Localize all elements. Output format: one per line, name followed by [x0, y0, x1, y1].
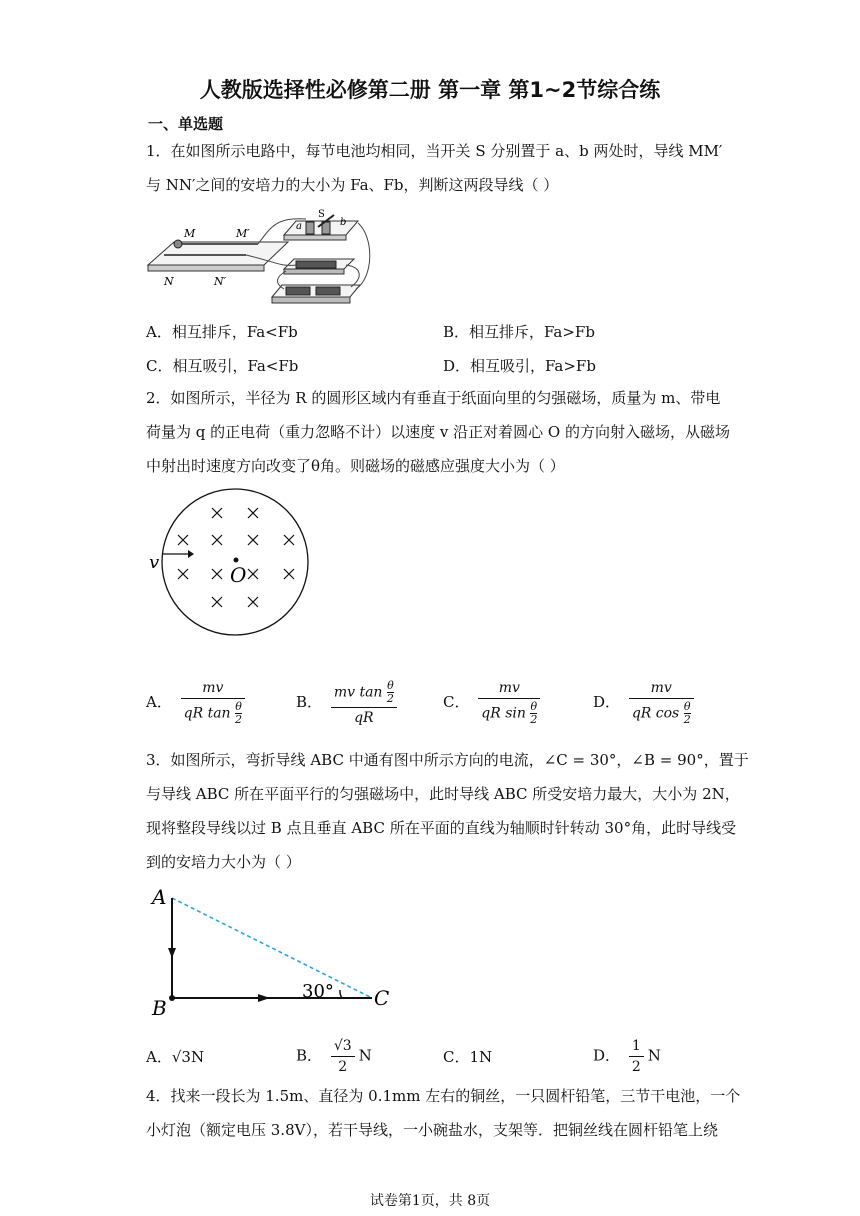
q2-option-c[interactable]: C． mv qR sin $\frac{\theta}{2}$ — [443, 680, 544, 726]
page-footer: 试卷第1页，共 8页 — [369, 1193, 491, 1209]
label-M: M — [184, 227, 196, 240]
q3-stem-line3: 现将整段导线以过 B 点且垂直 ABC 所在平面的直线为轴顺时针转动 30°角，此时导线受 — [146, 819, 737, 837]
label-O: O — [230, 563, 247, 587]
q3-stem-line2: 与导线 ABC 所在平面平行的匀强磁场中，此时导线 ABC 所受安培力最大，大小为 2N， — [146, 785, 740, 803]
label-S: S — [318, 209, 325, 220]
label-v: v — [149, 552, 160, 573]
q4-stem-line2: 小灯泡（额定电压 3.8V），若干导线，一小碗盐水，支架等．把铜丝线在圆杆铅笔上绕 — [146, 1121, 718, 1139]
label-N: N — [164, 275, 174, 288]
q1-stem-line2: 与 NN′之间的安培力的大小为 Fa、Fb，判断这两段导线（ ） — [146, 176, 559, 194]
q2-stem-line3: 中射出时速度方向改变了θ角。则磁场的磁感应强度大小为（ ） — [146, 457, 565, 475]
label-C: C — [374, 986, 390, 1010]
label-angle: 30° — [302, 981, 334, 1002]
q1-option-a[interactable]: A．相互排斥，Fa<Fb — [146, 323, 298, 341]
label-a: a — [296, 221, 302, 232]
field-into-page-mark — [248, 508, 258, 518]
field-into-page-mark — [212, 597, 222, 607]
q4-stem-line1: 4．找来一段长为 1.5m、直径为 0.1mm 左右的铜丝，一只圆杆铅笔，三节干电池，一个 — [146, 1087, 741, 1105]
q2-option-a[interactable]: A． mv qR tan $\frac{\theta}{2}$ — [146, 680, 249, 726]
field-into-page-mark — [248, 569, 258, 579]
q2-stem-line2: 荷量为 q 的正电荷（重力忽略不计）以速度 v 沿正对着圆心 O 的方向射入磁场，从磁场 — [146, 423, 730, 441]
field-into-page-mark — [212, 569, 222, 579]
field-into-page-mark — [212, 508, 222, 518]
label-N-prime: N′ — [214, 275, 227, 288]
q3-stem-line1: 3．如图所示，弯折导线 ABC 中通有图中所示方向的电流，∠C = 30°，∠B = 90°，置于 — [146, 751, 749, 769]
field-into-page-mark — [248, 535, 258, 545]
q3-stem-line4: 到的安培力大小为（ ） — [146, 853, 301, 871]
q1-option-b[interactable]: B．相互排斥，Fa>Fb — [443, 323, 595, 341]
q3-wire-figure — [146, 884, 406, 1024]
q2-option-b[interactable]: B． mv tan $\frac{\theta}{2}$ qR — [296, 680, 401, 726]
page-title: 人教版选择性必修第二册 第一章 第1~2节综合练 — [199, 78, 661, 102]
field-into-page-mark — [178, 569, 188, 579]
label-A: A — [152, 885, 167, 909]
field-into-page-mark — [284, 535, 294, 545]
field-into-page-mark — [212, 535, 222, 545]
label-b: b — [340, 217, 347, 228]
q2-stem-line1: 2．如图所示，半径为 R 的圆形区域内有垂直于纸面向里的匀强磁场，质量为 m、带电 — [146, 389, 721, 407]
q1-circuit-figure — [146, 207, 376, 307]
label-M-prime: M′ — [236, 227, 250, 240]
q1-stem-line1: 1．在如图所示电路中，每节电池均相同，当开关 S 分别置于 a、b 两处时，导线 MM′ — [146, 142, 723, 160]
field-into-page-mark — [178, 535, 188, 545]
q2-option-d[interactable]: D． mv qR cos $\frac{\theta}{2}$ — [593, 680, 698, 726]
q2-magnetic-field-figure — [146, 488, 316, 648]
q3-option-a[interactable]: A．√3N — [146, 1048, 205, 1066]
label-B: B — [152, 996, 167, 1020]
section-heading: 一、单选题 — [148, 115, 224, 133]
q3-option-b[interactable]: B． $\frac{√3}{2}$ N — [296, 1038, 372, 1075]
q3-option-c[interactable]: C．1N — [443, 1048, 493, 1066]
field-into-page-mark — [248, 597, 258, 607]
field-into-page-mark — [284, 569, 294, 579]
q1-option-c[interactable]: C．相互吸引，Fa<Fb — [146, 357, 299, 375]
q3-option-d[interactable]: D． $\frac{1}{2}$ N — [593, 1038, 661, 1075]
q1-option-d[interactable]: D．相互吸引，Fa>Fb — [443, 357, 596, 375]
